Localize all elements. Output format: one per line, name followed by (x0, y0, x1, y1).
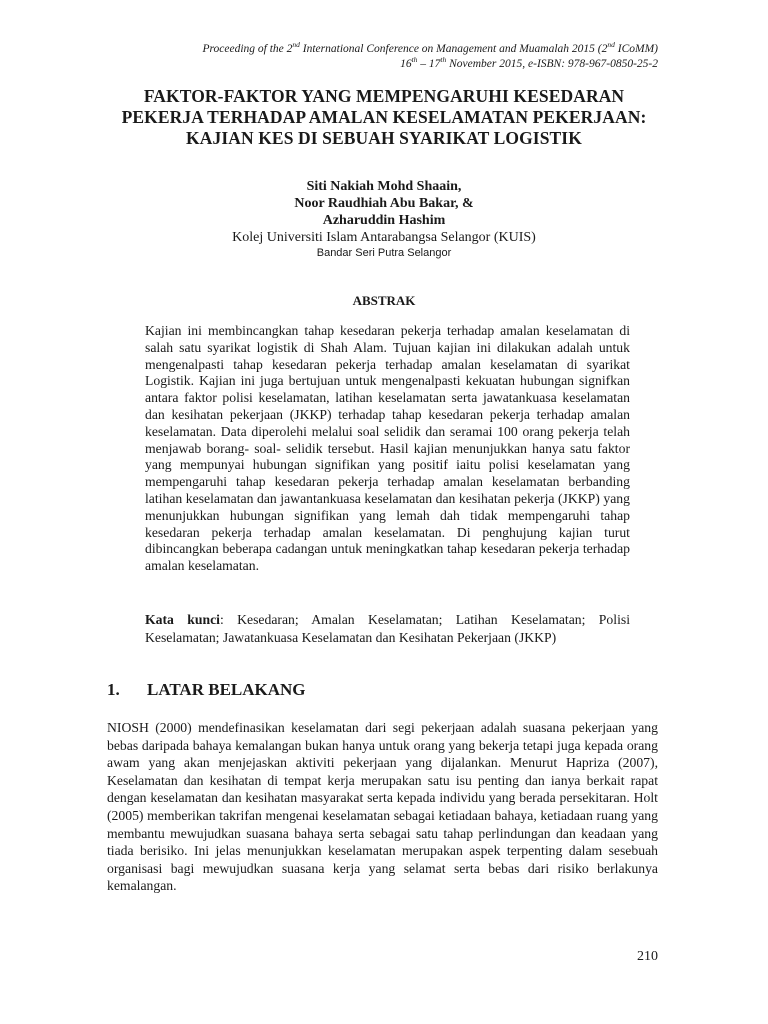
author-location: Bandar Seri Putra Selangor (316, 247, 452, 259)
page-number: 210 (637, 949, 658, 964)
keywords (145, 611, 630, 647)
title-line-1: FAKTOR-FAKTOR YANG MEMPENGARUHI KESEDARAN (143, 86, 625, 106)
author-block (100, 178, 668, 261)
title-line-3: KAJIAN KES DI SEBUAH SYARIKAT LOGISTIK (186, 128, 582, 148)
conference-header (100, 42, 658, 72)
author-name-3: Azharuddin Hashim (322, 213, 446, 228)
keywords-label: Kata kunci (145, 612, 220, 627)
author-name-2: Noor Raudhiah Abu Bakar, & (294, 196, 474, 211)
abstract-heading: ABSTRAK (352, 293, 416, 308)
keywords-text: : Kesedaran; Amalan Keselamatan; Latihan Keselamatan; Polisi Keselamatan; Jawatankuasa Keselamatan dan Kesihatan Pekerjaan (JKKP) (145, 612, 631, 645)
header-line-1: Proceeding of the 2nd International Conference on Management and Muamalah 2015 (2nd ICoMM) (202, 40, 658, 55)
abstract-text: Kajian ini membincangkan tahap kesedaran pekerja terhadap amalan keselamatan di salah satu syarikat logistik di Shah Alam. Tujuan kajian ini dilakukan adalah untuk mengenalpasti tahap kesedaran pekerja terhadap amalan keselamatan di syarikat Logistik. Kajian ini juga bertujuan untuk mengenalpasti kekuatan hubungan signifkan antara faktor polisi keselamatan, latihan keselamatan serta jawatankuasa keselamatan dan kesihatan pekerjaan (JKKP) terhadap tahap kesedaran pekerja terhadap amalan keselamatan. Data diperolehi melalui soal selidik dan seramai 100 orang pekerja telah menjawab borang- soal- selidik tersebut. Hasil kajian menunjukkan hanya satu faktor yang mempunyai hubungan signifikan yang positif iaitu polisi keselamatan yang mempengaruhi tahap kesedaran pekerja terhadap amalan keselamatan berbanding latihan keselamatan dan jawantankuasa keselamatan dan kesihatan pekerja (JKKP) yang menunjukkan hubungan signifikan yang lemah dah tidak mempengaruhi tahap kesedaran pekerja terhadap amalan keselamatan. Di penghujung kajian turut dibincangkan beberapa cadangan untuk meningkatkan tahap kesedaran pekerja terhadap amalan keselamatan. (145, 323, 630, 574)
section-body-text: NIOSH (2000) mendefinasikan keselamatan dari segi pekerjaan adalah suasana pekerjaan yang bebas daripada bahaya kemalangan bukan hanya untuk orang yang bekerja tetapi juga kepada orang awam yang akan menjejaskan aktiviti pekerjaan yang dijalankan. Menurut Hapriza (2007), Keselamatan dan kesihatan di tempat kerja merupakan satu isu penting dan ianya berkait rapat dengan keselamatan dan kesihatan masyarakat serta kepada individu yang berada persekitaran. Holt (2005) memberikan takrifan mengenai keselamatan sebagai ketiadaan bahaya, ketiadaan ruang yang membantu mewujudkan suasana bahaya serta sebagai satu tahap perlindungan dan keadaan yang tiada berisiko. Ini jelas menunjukkan keselamatan merupakan aspek terpenting dalam sesebuah organisasi bagi mewujudkan suasana kerja yang selamat serta bebas dari risiko berlakunya kemalangan. (107, 720, 658, 894)
author-name-1: Siti Nakiah Mohd Shaain, (306, 179, 462, 194)
section-heading (107, 680, 607, 700)
header-line-2: 16th – 17th November 2015, e-ISBN: 978-967-0850-25-2 (400, 55, 658, 70)
author-institution: Kolej Universiti Islam Antarabangsa Selangor (KUIS) (232, 230, 536, 245)
section-number: 1. (107, 680, 120, 699)
section-title: LATAR BELAKANG (147, 680, 306, 699)
title-line-2: PEKERJA TERHADAP AMALAN KESELAMATAN PEKERJAAN: (121, 107, 647, 127)
paper-title (80, 86, 688, 149)
